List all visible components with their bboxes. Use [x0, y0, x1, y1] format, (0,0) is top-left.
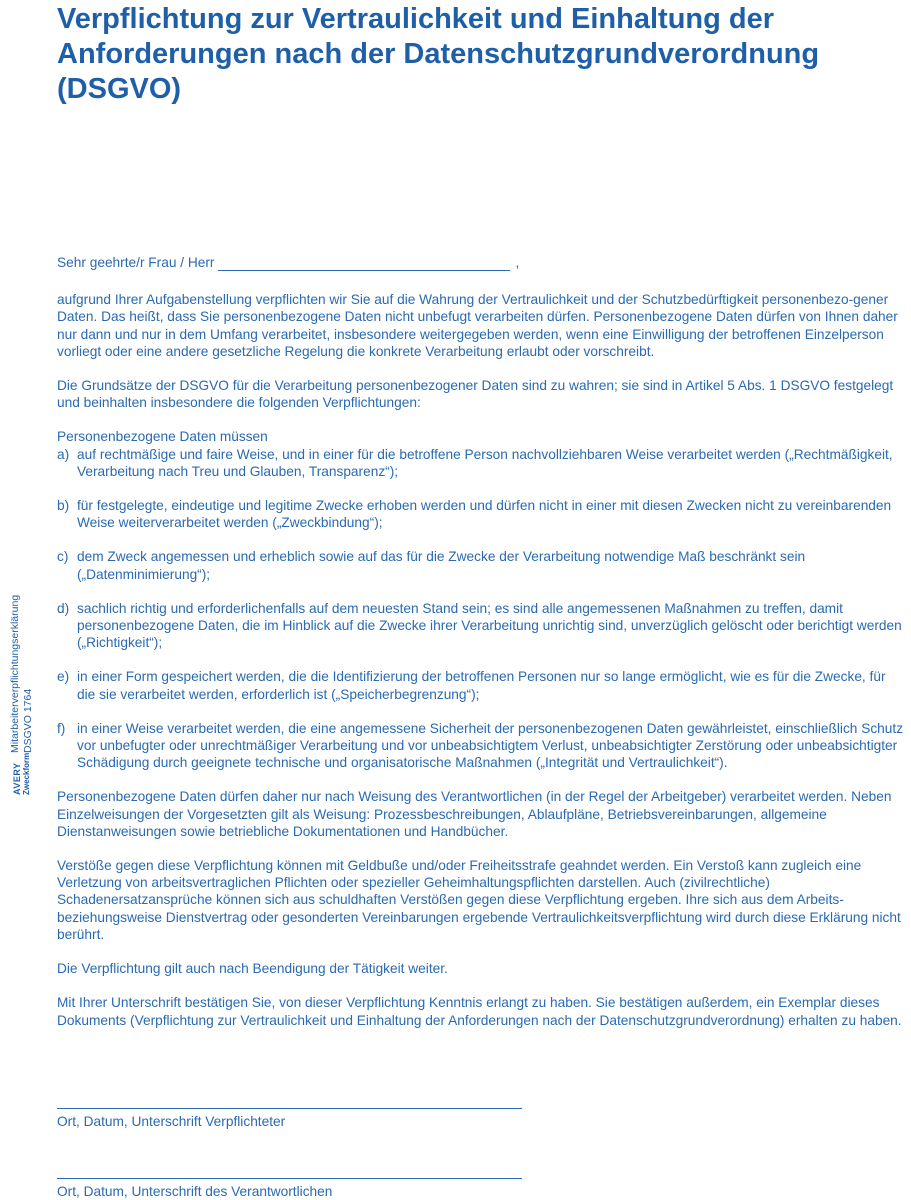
- list-item: [57, 668, 907, 702]
- list-item-letter: c): [57, 549, 69, 565]
- list-item: [57, 446, 907, 480]
- list-item: [57, 720, 907, 772]
- list-item-text: dem Zweck angemessen und erheblich sowie auf das für die Zwecke der Verarbeitung notwendige Maß beschränkt sein („Datenminimierung“);: [77, 549, 806, 582]
- signature-line[interactable]: [57, 1178, 522, 1179]
- principles-paragraph: Die Grundsätze der DSGVO für die Verarbeitung personenbezogener Daten sind zu wahren; sie sind in Artikel 5 Abs. 1 DSGVO festgelegt und beinhalten insbesondere die folgenden Verpflichtungen:: [57, 378, 894, 411]
- list-intro: Personenbezogene Daten müssen: [57, 429, 268, 445]
- list-item-letter: d): [57, 600, 70, 616]
- list-item-text: sachlich richtig und erforderlichenfalls auf dem neuesten Stand sein; es sind alle angemessenen Maßnahmen zu treffen, damit personenbezogene Daten, die im Hinblick auf die Zwecke ihrer Verarbeitung unrichtig sind, unverzüglich gelöscht oder berichtigt werden („Richtigkeit“);: [77, 600, 902, 651]
- list-item: [57, 600, 907, 652]
- document-title: Verpflichtung zur Vertraulichkeit und Einhaltung der Anforderungen nach der Datenschutzgrundverordnung (DSGVO): [57, 3, 820, 105]
- intro-paragraph: aufgrund Ihrer Aufgabenstellung verpflichten wir Sie auf die Wahrung der Vertraulichkeit und der Schutzbedürftigkeit personenbezo-gener Daten. Das heißt, dass Sie personenbezogene Daten nicht unbefugt verarbeiten dürfen. Personenbezogene Daten dürfen von Ihnen daher nur dann und nur in dem Umfang verarbeitet, insbesondere weitergegeben werden, wenn eine Einwilligung der betroffenen Einzelperson vorliegt oder eine andere gesetzliche Regelung die konkrete Verarbeitung erlaubt oder vorschreibt.: [57, 292, 898, 359]
- list-item-letter: f): [57, 720, 66, 736]
- list-item-letter: a): [57, 446, 70, 462]
- salutation: [57, 254, 907, 271]
- list-item: [57, 548, 907, 582]
- salutation-prefix: Sehr geehrte/r Frau / Herr: [57, 255, 215, 270]
- list-item: [57, 497, 907, 531]
- continuation-paragraph: Die Verpflichtung gilt auch nach Beendigung der Tätigkeit weiter.: [57, 961, 448, 977]
- document-body: [57, 254, 907, 1029]
- form-code: DSGVO 1764: [22, 688, 34, 753]
- sub-brand-name: Zweckform: [22, 752, 31, 795]
- signature-label: Ort, Datum, Unterschrift des Verantwortlichen: [57, 1184, 333, 1199]
- list-item-text: für festgelegte, eindeutige und legitime Zwecke erhoben werden und dürfen nicht in einer mit diesen Zwecken nicht zu vereinbarenden Weise weiterverarbeitet werden („Zweckbindung“);: [77, 498, 892, 531]
- list-item-letter: e): [57, 669, 70, 685]
- signature-block-employee: [57, 1108, 522, 1130]
- list-item-letter: b): [57, 498, 70, 514]
- violations-paragraph: Verstöße gegen diese Verpflichtung können mit Geldbuße und/oder Freiheitsstrafe geahndet werden. Ein Verstoß kann zugleich eine Verletzung von arbeitsvertraglichen Pflichten oder spezieller Geheimhaltungspflichten darstellen. Auch (zivilrechtliche) Schadenersatzansprüche können sich aus schuldhaften Verstößen gegen diese Verpflichtung ergeben. Ihre sich aus dem Arbeits- beziehungsweise Dienstvertrag oder gesonderten Vereinbarungen ergebende Vertraulichkeitsverpflichtung wird durch diese Erklärung nicht berührt.: [57, 858, 901, 942]
- salutation-suffix: ,: [515, 255, 520, 270]
- form-name: Mitarbeiterverpflichtungserklärung: [9, 594, 21, 753]
- instruction-paragraph: Personenbezogene Daten dürfen daher nur nach Weisung des Verantwortlichen (in der Regel der Arbeitgeber) verarbeitet werden. Neben Einzelweisungen der Vorgesetzten gilt als Weisung: Prozessbeschreibungen, Ablaufpläne, Betriebsvereinbarungen, allgemeine Dienstanweisungen sowie betriebliche Dokumentationen und Handbücher.: [57, 789, 892, 839]
- list-item-text: in einer Weise verarbeitet werden, die eine angemessene Sicherheit der personenbezogenen Daten gewährleistet, einschließlich Schutz vor unbefugter oder unrechtmäßiger Verarbeitung und vor unbeabsichtigtem Verlust, unbeabsichtigter Zerstörung oder unbeabsichtigter Schädigung durch geeignete technische und organisatorische Maßnahmen („Integrität und Vertraulichkeit“).: [77, 720, 904, 771]
- signature-label: Ort, Datum, Unterschrift Verpflichteter: [57, 1114, 286, 1129]
- signature-block-controller: [57, 1178, 522, 1200]
- list-item-text: in einer Form gespeichert werden, die die Identifizierung der betroffenen Personen nur so lange ermöglicht, wie es für die Zwecke, für die sie verarbeitet werden, erforderlich ist („Speicherbegrenzung“);: [77, 669, 886, 702]
- name-fill-line: [218, 257, 510, 271]
- confirmation-paragraph: Mit Ihrer Unterschrift bestätigen Sie, von dieser Verpflichtung Kenntnis erlangt zu haben. Sie bestätigen außerdem, ein Exemplar dieses Dokuments (Verpflichtung zur Vertraulichkeit und Einhaltung der Anforderungen nach der Datenschutzgrundverordnung) erhalten zu haben.: [57, 995, 902, 1028]
- avery-zweckform-logo: [4, 752, 40, 795]
- brand-name: AVERY: [12, 762, 22, 795]
- list-item-text: auf rechtmäßige und faire Weise, und in einer für die betroffene Person nachvollziehbaren Weise verarbeitet werden („Rechtmäßigkeit, Verarbeitung nach Treu und Glauben, Transparenz“);: [77, 446, 893, 479]
- side-imprint: [2, 535, 42, 795]
- form-identifier: [9, 595, 35, 753]
- signature-line[interactable]: [57, 1108, 522, 1109]
